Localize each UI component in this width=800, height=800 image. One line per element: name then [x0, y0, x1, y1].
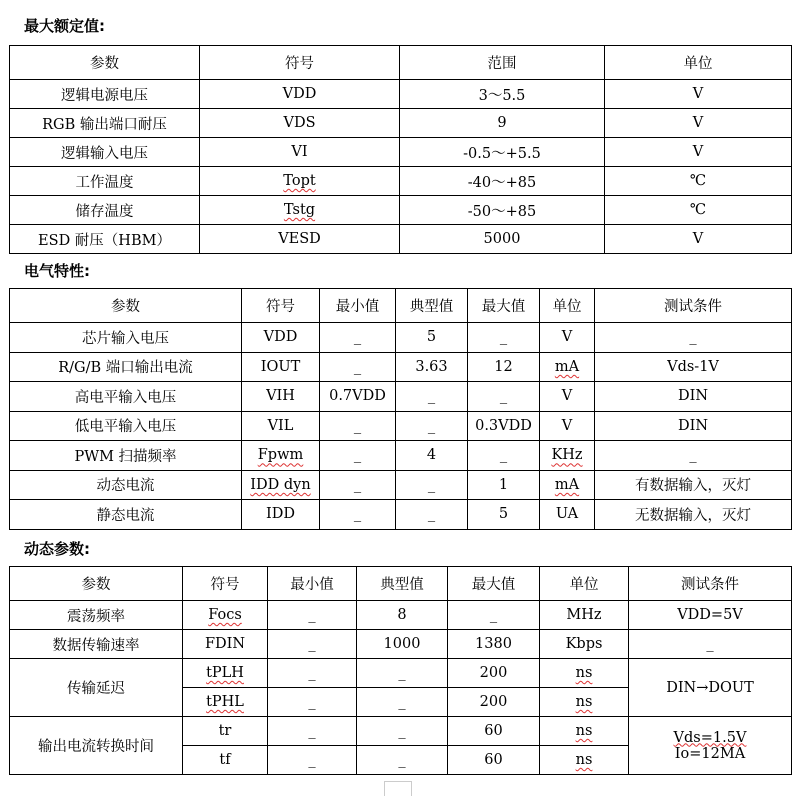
column-header: 单位: [540, 289, 595, 323]
table-cell: 1: [468, 470, 540, 500]
table-cell: _: [396, 382, 468, 412]
table-cell: VDS: [200, 109, 400, 138]
column-header: 符号: [200, 46, 400, 80]
table-cell: _: [320, 323, 396, 353]
condition-cell: DIN→DOUT: [629, 659, 792, 717]
condition-line: Vds=1.5V: [673, 729, 747, 746]
column-header: 最大值: [448, 567, 540, 601]
table-cell: DIN: [595, 382, 792, 412]
table-cell: KHz: [540, 441, 595, 471]
table-cell: 储存温度: [10, 196, 200, 225]
table-cell: VESD: [200, 225, 400, 254]
table-cell: _: [268, 717, 357, 746]
table-row: [10, 717, 792, 746]
table-cell: ns: [540, 717, 629, 746]
table-cell: 0.3VDD: [468, 411, 540, 441]
table-cell: _: [268, 688, 357, 717]
table-cell: V: [540, 382, 595, 412]
table-cell: 5: [396, 323, 468, 353]
column-header: 最小值: [320, 289, 396, 323]
column-header: 最小值: [268, 567, 357, 601]
table-cell: tPHL: [183, 688, 268, 717]
table-row: [10, 601, 792, 630]
table-cell: V: [540, 411, 595, 441]
table-cell: V: [605, 225, 792, 254]
table-cell: _: [268, 659, 357, 688]
table-cell: 0.7VDD: [320, 382, 396, 412]
table-cell: 12: [468, 352, 540, 382]
table-cell: 5000: [400, 225, 605, 254]
condition-cell: [629, 717, 792, 775]
table-cell: _: [357, 746, 448, 775]
table-cell: 逻辑输入电压: [10, 138, 200, 167]
column-header: 范围: [400, 46, 605, 80]
table-cell: 工作温度: [10, 167, 200, 196]
table-cell: 3.63: [396, 352, 468, 382]
table-cell: UA: [540, 500, 595, 530]
table-row: [10, 630, 792, 659]
electrical-table: [9, 288, 792, 530]
table-cell: _: [357, 688, 448, 717]
table-cell: 高电平输入电压: [10, 382, 242, 412]
table-cell: 200: [448, 659, 540, 688]
table-cell: V: [605, 109, 792, 138]
table-row: [10, 659, 792, 688]
table-cell: _: [468, 441, 540, 471]
table-cell: 5: [468, 500, 540, 530]
table-cell: -40～+85: [400, 167, 605, 196]
table-cell: _: [357, 717, 448, 746]
dynamic-table: [9, 566, 792, 775]
param-cell: 传输延迟: [10, 659, 183, 717]
table-row: [10, 382, 792, 412]
table-cell: Topt: [200, 167, 400, 196]
table-cell: VDD: [242, 323, 320, 353]
table-cell: FDIN: [183, 630, 268, 659]
section-title-max-ratings: 最大额定值:: [24, 17, 105, 35]
table-cell: mA: [540, 470, 595, 500]
param-cell: 输出电流转换时间: [10, 717, 183, 775]
table-cell: tr: [183, 717, 268, 746]
table-row: [10, 500, 792, 530]
table-cell: RGB 输出端口耐压: [10, 109, 200, 138]
section-title-electrical: 电气特性:: [24, 262, 90, 280]
table-cell: _: [595, 323, 792, 353]
table-cell: PWM 扫描频率: [10, 441, 242, 471]
table-cell: 芯片输入电压: [10, 323, 242, 353]
table-cell: Focs: [183, 601, 268, 630]
table-cell: _: [268, 630, 357, 659]
table-cell: 低电平输入电压: [10, 411, 242, 441]
column-header: 最大值: [468, 289, 540, 323]
table-row: [10, 167, 792, 196]
table-cell: _: [396, 411, 468, 441]
table-cell: V: [605, 138, 792, 167]
table-cell: VDD=5V: [629, 601, 792, 630]
table-cell: 9: [400, 109, 605, 138]
table-cell: Kbps: [540, 630, 629, 659]
table-cell: 60: [448, 746, 540, 775]
column-header: 参数: [10, 46, 200, 80]
table-cell: _: [320, 352, 396, 382]
table-row: [10, 352, 792, 382]
table-cell: 60: [448, 717, 540, 746]
table-cell: _: [268, 746, 357, 775]
table-cell: IDD dyn: [242, 470, 320, 500]
table-cell: 1000: [357, 630, 448, 659]
table-cell: tf: [183, 746, 268, 775]
table-cell: _: [448, 601, 540, 630]
column-header: 测试条件: [595, 289, 792, 323]
column-header: 符号: [183, 567, 268, 601]
table-header-row: [10, 289, 792, 323]
table-cell: _: [629, 630, 792, 659]
table-cell: 无数据输入，灭灯: [595, 500, 792, 530]
table-cell: _: [396, 470, 468, 500]
column-header: 符号: [242, 289, 320, 323]
table-cell: IOUT: [242, 352, 320, 382]
table-cell: _: [320, 411, 396, 441]
column-header: 单位: [605, 46, 792, 80]
table-cell: mA: [540, 352, 595, 382]
table-cell: Vds-1V: [595, 352, 792, 382]
table-cell: ns: [540, 659, 629, 688]
section-title-dynamic: 动态参数:: [24, 540, 90, 558]
table-cell: _: [468, 382, 540, 412]
table-cell: ℃: [605, 196, 792, 225]
table-cell: Tstg: [200, 196, 400, 225]
page-marker: [384, 781, 412, 796]
table-row: [10, 80, 792, 109]
table-cell: tPLH: [183, 659, 268, 688]
table-cell: _: [357, 659, 448, 688]
table-cell: ns: [540, 688, 629, 717]
table-cell: 震荡频率: [10, 601, 183, 630]
table-cell: 1380: [448, 630, 540, 659]
table-row: [10, 109, 792, 138]
table-row: [10, 441, 792, 471]
table-cell: Fpwm: [242, 441, 320, 471]
column-header: 典型值: [396, 289, 468, 323]
table-cell: 8: [357, 601, 448, 630]
table-cell: _: [595, 441, 792, 471]
table-cell: _: [320, 500, 396, 530]
table-cell: -0.5～+5.5: [400, 138, 605, 167]
table-row: [10, 323, 792, 353]
table-row: [10, 225, 792, 254]
table-row: [10, 411, 792, 441]
column-header: 测试条件: [629, 567, 792, 601]
table-row: [10, 196, 792, 225]
table-cell: 200: [448, 688, 540, 717]
table-cell: VIL: [242, 411, 320, 441]
column-header: 参数: [10, 289, 242, 323]
table-cell: 逻辑电源电压: [10, 80, 200, 109]
table-cell: 数据传输速率: [10, 630, 183, 659]
table-cell: _: [320, 441, 396, 471]
table-cell: MHz: [540, 601, 629, 630]
condition-line: Io=12MA: [674, 745, 746, 762]
table-cell: _: [320, 470, 396, 500]
table-cell: -50～+85: [400, 196, 605, 225]
column-header: 参数: [10, 567, 183, 601]
table-row: [10, 470, 792, 500]
table-cell: DIN: [595, 411, 792, 441]
table-cell: ESD 耐压（HBM）: [10, 225, 200, 254]
table-cell: _: [468, 323, 540, 353]
table-cell: IDD: [242, 500, 320, 530]
table-cell: ns: [540, 746, 629, 775]
table-cell: V: [605, 80, 792, 109]
table-cell: VDD: [200, 80, 400, 109]
table-header-row: [10, 46, 792, 80]
table-cell: _: [268, 601, 357, 630]
table-cell: V: [540, 323, 595, 353]
table-header-row: [10, 567, 792, 601]
table-cell: VIH: [242, 382, 320, 412]
table-cell: 动态电流: [10, 470, 242, 500]
table-cell: ℃: [605, 167, 792, 196]
column-header: 单位: [540, 567, 629, 601]
table-row: [10, 138, 792, 167]
table-cell: _: [396, 500, 468, 530]
table-cell: VI: [200, 138, 400, 167]
column-header: 典型值: [357, 567, 448, 601]
table-cell: 4: [396, 441, 468, 471]
table-cell: 3～5.5: [400, 80, 605, 109]
max-ratings-table: [9, 45, 792, 254]
table-cell: 有数据输入，灭灯: [595, 470, 792, 500]
table-cell: 静态电流: [10, 500, 242, 530]
table-cell: R/G/B 端口输出电流: [10, 352, 242, 382]
